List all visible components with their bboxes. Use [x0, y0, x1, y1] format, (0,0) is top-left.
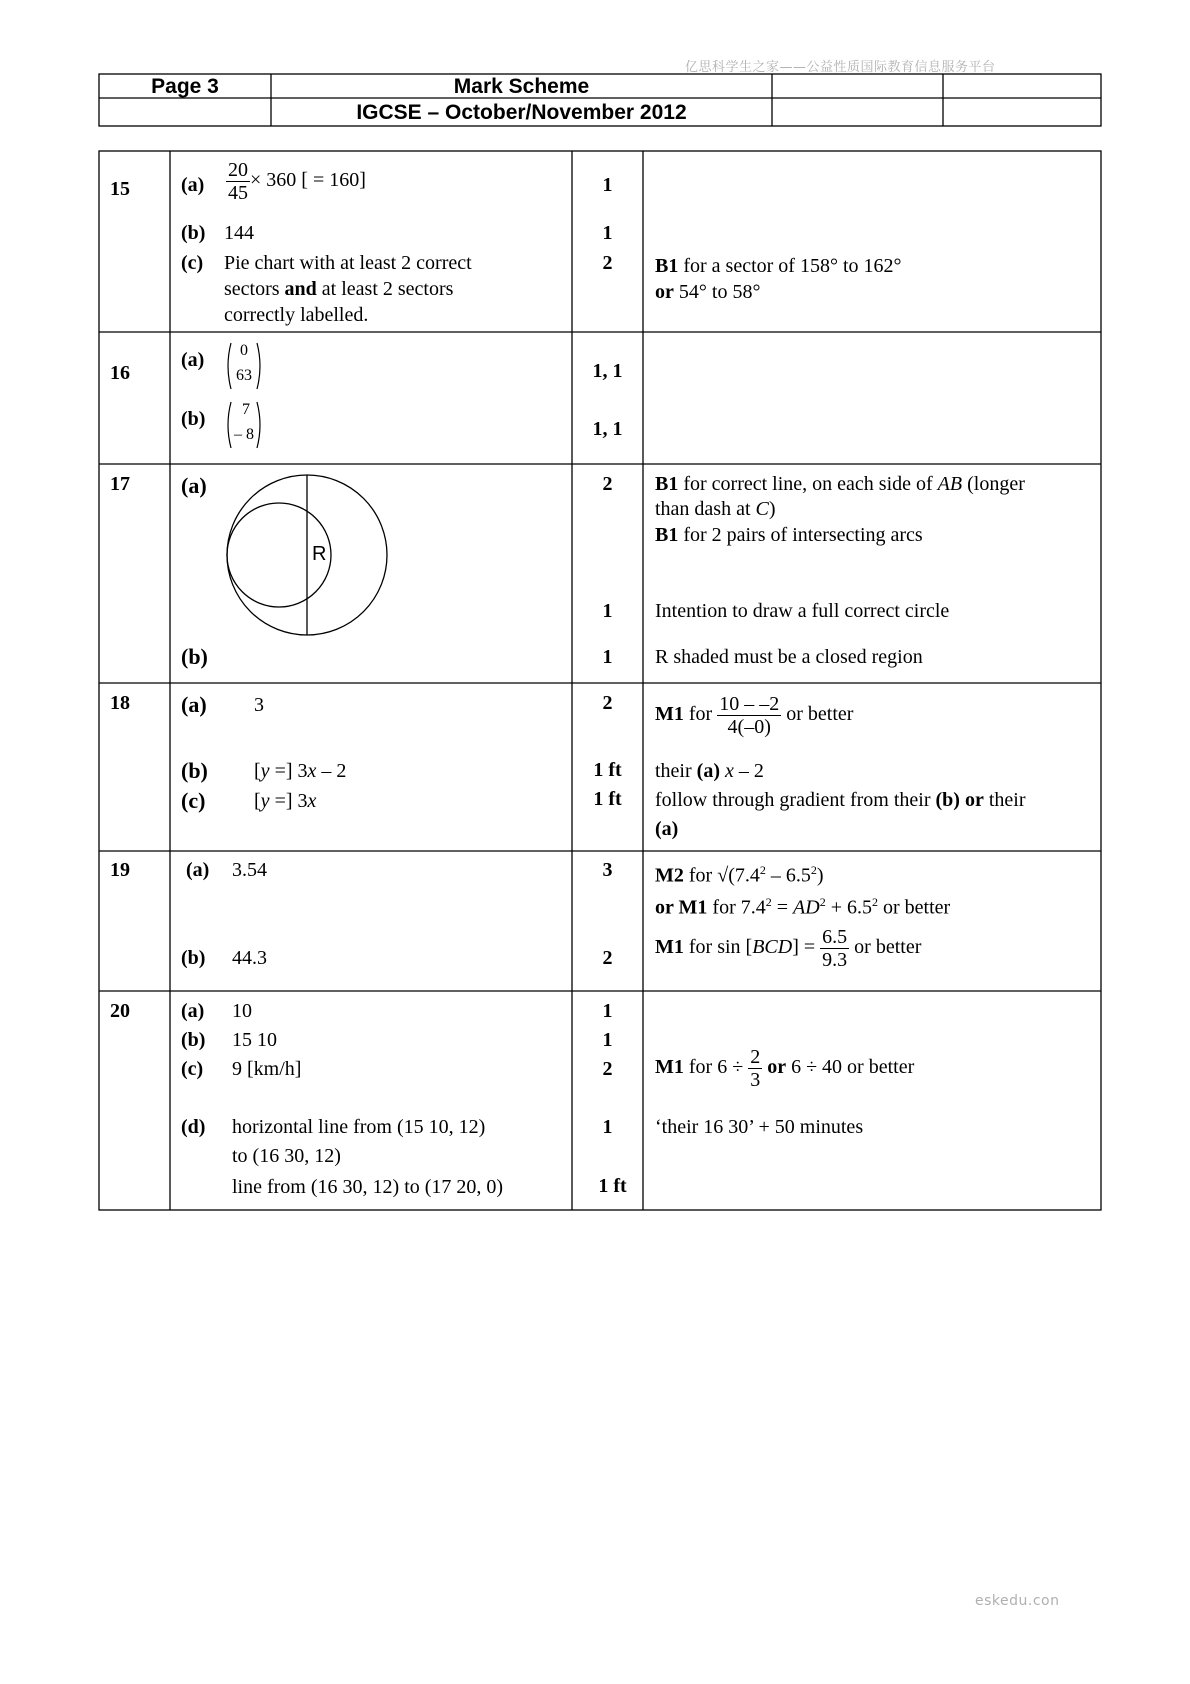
vector-bottom: – 8 [234, 426, 254, 443]
q15c-note2: or 54° to 58° [655, 281, 761, 303]
mark: 2 [602, 692, 613, 714]
mark: 1, 1 [592, 418, 623, 440]
q15c-line3: correctly labelled. [224, 304, 369, 326]
q20d-note: ‘their 16 30’ + 50 minutes [655, 1116, 864, 1138]
q15c-note1: B1 for a sector of 158° to 162° [655, 255, 902, 277]
question-number: 19 [110, 859, 130, 881]
mark: 1 [602, 1029, 613, 1051]
q18c-note: follow through gradient from their (b) or their [655, 789, 1026, 811]
mark: 2 [602, 1058, 613, 1080]
fraction-denominator: 9.3 [822, 949, 848, 971]
part-label: (b) [181, 222, 206, 244]
page-number: Page 3 [151, 75, 219, 98]
question-number: 17 [110, 473, 130, 495]
q20c-answer: 9 [km/h] [232, 1058, 302, 1080]
q15b-answer: 144 [224, 222, 254, 244]
part-label: (a) [181, 692, 207, 717]
q20c-note: M1 for 6 ÷ $\frac{2}{3}$ or 6 ÷ 40 or better [655, 1046, 915, 1091]
column-vector [224, 400, 264, 450]
part-label: (a) [181, 174, 205, 196]
mark: 1 [602, 174, 613, 196]
fraction-numerator: 20 [228, 159, 248, 181]
mark: 1 [602, 222, 613, 244]
vector-top: 0 [240, 342, 248, 359]
mark: 2 [602, 947, 613, 969]
loci-diagram [220, 470, 390, 640]
q15a-rest: × 360 [ = 160] [250, 169, 366, 192]
question-number: 16 [110, 362, 130, 384]
fraction-denominator: 3 [750, 1069, 761, 1091]
part-label: (b) [181, 758, 208, 783]
part-label: (c) [181, 788, 206, 813]
mark: 1 [602, 1116, 613, 1138]
q18c-note-line2: (a) [655, 818, 679, 840]
q15c-line1: Pie chart with at least 2 correct [224, 252, 472, 274]
part-label: (b) [181, 947, 206, 969]
q15a-answer [226, 159, 366, 204]
mark: 1 [602, 646, 613, 668]
region-label: R [312, 543, 327, 565]
mark: 2 [602, 473, 613, 495]
page-subtitle: IGCSE – October/November 2012 [356, 101, 687, 124]
q17b-note: R shaded must be a closed region [655, 646, 923, 668]
q19b-note: M1 for sin [BCD] = $\frac{6.5}{9.3}$ or better [655, 926, 922, 971]
q19a-note2: or M1 for $7.4^2 = AD^2 + 6.5^2$ or better [655, 895, 951, 919]
part-label: (b) [181, 1029, 206, 1051]
q20d-line3: line from (16 30, 12) to (17 20, 0) [232, 1176, 504, 1198]
fraction-denominator: 4(–0) [727, 716, 771, 738]
part-label: (c) [181, 252, 204, 274]
q15c-line2: sectors and at least 2 sectors [224, 278, 454, 300]
q19a-note1: M2 for $√(7.4^2 - 6.5^2)$ [655, 863, 824, 887]
question-number: 15 [110, 178, 130, 200]
part-label: (a) [181, 349, 205, 371]
mark: 1 ft [593, 759, 622, 781]
mark: 3 [602, 859, 613, 881]
q20d-line1: horizontal line from (15 10, 12) [232, 1116, 486, 1138]
watermark-bottom: eskedu.con [975, 1593, 1060, 1609]
mark: 1, 1 [592, 360, 623, 382]
q20d-line2: to (16 30, 12) [232, 1145, 341, 1167]
part-label: (d) [181, 1116, 206, 1138]
mark: 1 [602, 1000, 613, 1022]
question-number: 20 [110, 1000, 130, 1022]
part-label: (c) [181, 1058, 204, 1080]
q17a-note2: than dash at C) [655, 498, 776, 520]
q18a-answer: 3 [254, 694, 264, 716]
part-label: (a) [181, 1000, 205, 1022]
part-label: (b) [181, 408, 206, 430]
column-vector [224, 341, 264, 391]
q20b-answer: 15 10 [232, 1029, 277, 1051]
fraction-numerator: 10 – –2 [719, 693, 780, 715]
fraction-numerator: 6.5 [822, 926, 848, 948]
q18b-note: their (a) x – 2 [655, 760, 764, 782]
q19a-answer: 3.54 [232, 859, 267, 881]
fraction-denominator: 45 [228, 182, 248, 204]
page-title: Mark Scheme [453, 75, 590, 98]
mark: 1 ft [598, 1175, 627, 1197]
q17a-note3: B1 for 2 pairs of intersecting arcs [655, 524, 923, 546]
mark: 1 [602, 600, 613, 622]
part-label: (a) [186, 859, 210, 881]
question-number: 18 [110, 692, 130, 714]
part-label: (b) [181, 644, 208, 669]
q17a-note4: Intention to draw a full correct circle [655, 600, 950, 622]
mark: 2 [602, 252, 613, 274]
q17a-note1: B1 for correct line, on each side of AB (longer [655, 473, 1025, 495]
q18a-note: M1 for $\frac{10 - -2}{4(-0)}$ or better [655, 693, 854, 738]
q19b-answer: 44.3 [232, 947, 267, 969]
mark: 1 ft [593, 788, 622, 810]
q18b-answer: [y =] 3x – 2 [254, 760, 347, 782]
watermark-top: 亿思科学生之家——公益性质国际教育信息服务平台 [685, 60, 996, 75]
fraction-numerator: 2 [750, 1046, 761, 1068]
vector-bottom: 63 [236, 367, 252, 384]
vector-top: 7 [242, 401, 250, 418]
q18c-answer: [y =] 3x [254, 790, 317, 812]
part-label: (a) [181, 473, 207, 498]
q20a-answer: 10 [232, 1000, 252, 1022]
